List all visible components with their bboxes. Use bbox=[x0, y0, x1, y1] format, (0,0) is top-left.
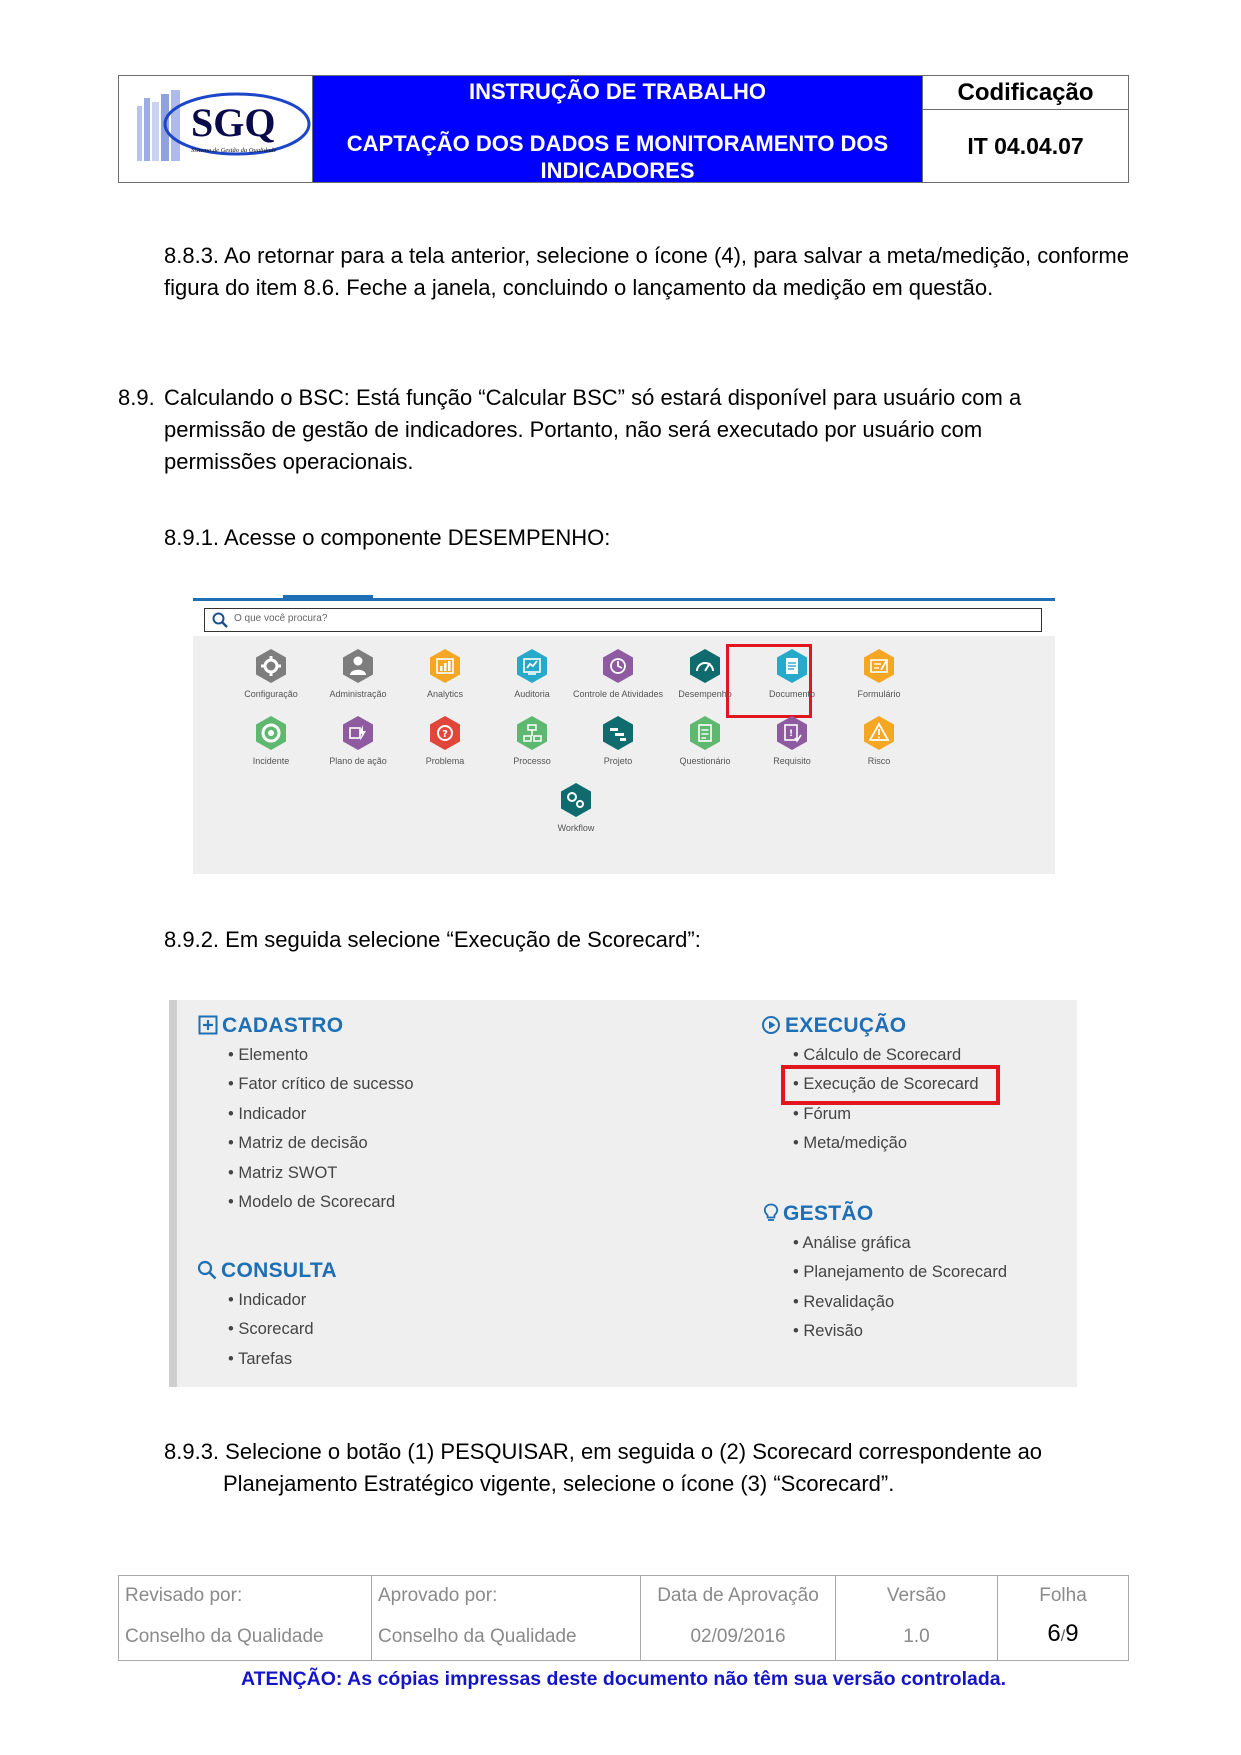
header-code-cell bbox=[922, 76, 1128, 182]
versao-cell bbox=[836, 1576, 998, 1660]
app-label: Risco bbox=[867, 756, 891, 766]
cadastro-menu-item[interactable] bbox=[228, 1193, 395, 1212]
paragraph-8-9: Calculando o BSC: Está função “Calcular BSC” só estará disponível para usuário com a permissão de gestão de indicadores. Portanto, não será executado por usuário com permissões operacionais. bbox=[164, 385, 1022, 474]
app-label: Projeto bbox=[603, 756, 633, 766]
aprovado-label: Aprovado por: bbox=[378, 1585, 498, 1606]
section-gestao[interactable] bbox=[763, 1202, 873, 1226]
gauge-icon bbox=[687, 648, 723, 684]
folha-cell bbox=[998, 1576, 1128, 1660]
app-label: Controle de Atividades bbox=[572, 689, 664, 699]
folha-label: Folha bbox=[1039, 1585, 1087, 1606]
problem-icon bbox=[427, 715, 463, 751]
cadastro-menu-item[interactable] bbox=[228, 1164, 337, 1183]
paragraph-8-9-3-line1: 8.9.3. Selecione o botão (1) PESQUISAR, em seguida o (2) Scorecard correspondente ao bbox=[164, 1439, 1043, 1464]
consulta-menu-item-label: Scorecard bbox=[238, 1320, 314, 1339]
app-label: Workflow bbox=[557, 823, 595, 833]
section-execucao-title: EXECUÇÃO bbox=[785, 1014, 907, 1037]
section-cadastro-title: CADASTRO bbox=[222, 1014, 344, 1037]
paragraph-8-9-number: 8.9. bbox=[118, 385, 155, 410]
warning-icon bbox=[861, 715, 897, 751]
app-auditoria[interactable] bbox=[485, 648, 579, 700]
app-processo[interactable] bbox=[485, 715, 579, 767]
app-incidente[interactable] bbox=[224, 715, 318, 767]
app-administracao[interactable] bbox=[311, 648, 405, 700]
app-analytics[interactable] bbox=[398, 648, 492, 700]
app-desempenho[interactable] bbox=[658, 648, 752, 700]
data-aprovacao-label: Data de Aprovação bbox=[657, 1585, 819, 1606]
lightbulb-icon bbox=[763, 1203, 779, 1223]
top-bar-line bbox=[193, 598, 1055, 601]
gestao-menu-item[interactable] bbox=[793, 1293, 894, 1312]
cadastro-menu-item-label: Fator crítico de sucesso bbox=[238, 1075, 414, 1094]
bullet: • bbox=[228, 1320, 239, 1339]
aprovado-cell bbox=[372, 1576, 641, 1660]
app-projeto[interactable] bbox=[571, 715, 665, 767]
folha-page: 6 bbox=[1047, 1620, 1061, 1647]
component-grid bbox=[193, 636, 1055, 874]
gestao-menu-item[interactable] bbox=[793, 1322, 863, 1341]
user-admin-icon bbox=[340, 648, 376, 684]
app-formulario[interactable] bbox=[832, 648, 926, 700]
revisado-value: Conselho da Qualidade bbox=[125, 1626, 324, 1647]
app-label: Auditoria bbox=[514, 689, 550, 699]
folha-value: 6/9 bbox=[1047, 1620, 1079, 1647]
header-subtitle: CAPTAÇÃO DOS DADOS E MONITORAMENTO DOS INDICADORES bbox=[346, 131, 889, 183]
app-label: Requisito bbox=[773, 756, 811, 766]
bullet: • bbox=[228, 1104, 239, 1123]
section-consulta-title: CONSULTA bbox=[221, 1259, 337, 1282]
paragraph-8-8-3: 8.8.3. Ao retornar para a tela anterior, selecione o ícone (4), para salvar a meta/medição, conforme figura do item 8.6. Feche a janela, concluindo o lançamento da medição em questão. bbox=[164, 243, 1129, 300]
section-gestao-title: GESTÃO bbox=[783, 1202, 874, 1225]
execucao-menu-item-label: Meta/medição bbox=[803, 1134, 908, 1153]
svg-text:!: ! bbox=[788, 729, 794, 739]
activity-icon bbox=[600, 648, 636, 684]
bullet: • bbox=[228, 1134, 239, 1153]
bullet: • bbox=[793, 1292, 804, 1311]
revisado-label: Revisado por: bbox=[125, 1585, 243, 1606]
execucao-menu-item[interactable] bbox=[793, 1105, 851, 1124]
versao-value: 1.0 bbox=[903, 1626, 930, 1647]
app-risco[interactable] bbox=[832, 715, 926, 767]
cadastro-menu-item-label: Modelo de Scorecard bbox=[238, 1193, 396, 1211]
app-label: Analytics bbox=[426, 689, 463, 699]
aprovado-value: Conselho da Qualidade bbox=[378, 1626, 577, 1647]
cadastro-menu-item-label: Matriz SWOT bbox=[238, 1163, 338, 1182]
search-icon bbox=[197, 1260, 217, 1280]
document-icon bbox=[774, 648, 810, 684]
plus-box-icon bbox=[198, 1015, 218, 1035]
audit-icon bbox=[514, 648, 550, 684]
app-label: Administração bbox=[329, 689, 387, 699]
section-cadastro[interactable] bbox=[198, 1014, 343, 1038]
app-controle-de-atividades[interactable] bbox=[571, 648, 665, 700]
cadastro-menu-item[interactable] bbox=[228, 1134, 368, 1153]
app-workflow[interactable] bbox=[529, 782, 623, 834]
bullet: • bbox=[228, 1291, 239, 1309]
app-problema[interactable] bbox=[398, 715, 492, 767]
app-label: Formulário bbox=[857, 689, 901, 699]
workflow-icon bbox=[558, 782, 594, 818]
revisado-cell bbox=[119, 1576, 372, 1660]
section-execucao[interactable] bbox=[761, 1014, 906, 1038]
consulta-menu-item-label: Tarefas bbox=[238, 1349, 293, 1368]
app-requisito[interactable] bbox=[745, 715, 839, 767]
execucao-scorecard-highlight-box bbox=[781, 1065, 1000, 1105]
components-screenshot bbox=[193, 598, 1055, 874]
left-scroll-bar bbox=[169, 1000, 177, 1387]
header-title: INSTRUÇÃO DE TRABALHO bbox=[469, 79, 766, 104]
execucao-menu-item-label: Fórum bbox=[803, 1104, 852, 1123]
header-title-band bbox=[313, 76, 922, 182]
app-label: Desempenho bbox=[678, 689, 732, 699]
app-label: Problema bbox=[425, 756, 465, 766]
project-icon bbox=[600, 715, 636, 751]
bullet: • bbox=[793, 1234, 803, 1252]
approval-table bbox=[118, 1575, 1129, 1661]
execucao-menu-item-label: Execução de Scorecard bbox=[803, 1075, 979, 1094]
cadastro-menu-item-label: Elemento bbox=[238, 1046, 309, 1064]
bullet: • bbox=[793, 1075, 804, 1094]
bullet: • bbox=[793, 1322, 804, 1341]
questionnaire-icon bbox=[687, 715, 723, 751]
logo-subtitle: Sistema de Gestão da Qualidade bbox=[191, 147, 277, 154]
bullet: • bbox=[228, 1193, 239, 1211]
bullet: • bbox=[793, 1263, 804, 1282]
paragraph-8-9-1: 8.9.1. Acesse o componente DESEMPENHO: bbox=[164, 525, 611, 550]
paragraph-8-9-3-line2: Planejamento Estratégico vigente, selecione o ícone (3) “Scorecard”. bbox=[223, 1471, 895, 1496]
paragraph-8-9-2: 8.9.2. Em seguida selecione “Execução de Scorecard”: bbox=[164, 927, 701, 952]
app-label: Plano de ação bbox=[329, 756, 387, 766]
consulta-menu-item-label: Indicador bbox=[238, 1291, 307, 1309]
action-plan-icon bbox=[340, 715, 376, 751]
consulta-menu-item[interactable] bbox=[228, 1320, 314, 1339]
bullet: • bbox=[228, 1349, 239, 1368]
sgq-logo-graphic bbox=[119, 76, 313, 181]
bullet: • bbox=[228, 1163, 239, 1182]
gear-icon bbox=[253, 648, 289, 684]
gestao-menu-item[interactable] bbox=[793, 1263, 1007, 1282]
app-configuracao[interactable] bbox=[224, 648, 318, 700]
form-icon bbox=[861, 648, 897, 684]
app-label: Processo bbox=[513, 756, 551, 766]
consulta-menu-item[interactable] bbox=[228, 1350, 292, 1369]
search-placeholder: O que você procura? bbox=[234, 613, 328, 624]
gestao-menu-item-label: Planejamento de Scorecard bbox=[803, 1263, 1007, 1282]
bullet: • bbox=[793, 1104, 804, 1123]
app-label: Configuração bbox=[244, 689, 298, 699]
requirement-icon bbox=[774, 715, 810, 751]
consulta-menu-item[interactable] bbox=[228, 1291, 306, 1310]
bullet: • bbox=[228, 1046, 239, 1064]
bullet: • bbox=[793, 1134, 804, 1153]
gestao-menu-item-label: Revalidação bbox=[803, 1292, 895, 1311]
cadastro-menu-item[interactable] bbox=[228, 1105, 306, 1124]
data-aprovacao-cell bbox=[641, 1576, 836, 1660]
sgq-logo bbox=[119, 76, 313, 182]
gestao-menu-item[interactable] bbox=[793, 1234, 911, 1253]
code-value: IT 04.04.07 bbox=[967, 133, 1084, 159]
lifebuoy-icon bbox=[253, 715, 289, 751]
cadastro-menu-item-label: Indicador bbox=[238, 1104, 307, 1123]
cadastro-menu-item[interactable] bbox=[228, 1075, 414, 1094]
app-questionario[interactable] bbox=[658, 715, 752, 767]
app-documento[interactable] bbox=[745, 648, 839, 700]
execucao-menu-item[interactable] bbox=[793, 1046, 961, 1065]
folha-total: 9 bbox=[1065, 1620, 1079, 1647]
bar-chart-icon bbox=[427, 648, 463, 684]
app-label: Incidente bbox=[252, 756, 290, 766]
cadastro-menu-item[interactable] bbox=[228, 1046, 308, 1065]
cadastro-menu-item-label: Matriz de decisão bbox=[238, 1134, 368, 1153]
execucao-menu-item-label: Cálculo de Scorecard bbox=[803, 1046, 962, 1064]
search-icon bbox=[212, 612, 228, 628]
controlled-copy-warning: ATENÇÃO: As cópias impressas deste documento não têm sua versão controlada. bbox=[240, 1668, 1007, 1690]
search-input[interactable] bbox=[204, 608, 1042, 632]
active-tab-marker bbox=[283, 595, 373, 598]
bullet: • bbox=[228, 1075, 239, 1094]
play-circle-icon bbox=[761, 1015, 781, 1035]
versao-label: Versão bbox=[886, 1585, 947, 1606]
gestao-menu-item-label: Análise gráfica bbox=[802, 1234, 911, 1252]
section-consulta[interactable] bbox=[197, 1259, 337, 1283]
bullet: • bbox=[793, 1046, 804, 1064]
performance-menu-screenshot bbox=[169, 1000, 1077, 1387]
document-header bbox=[118, 75, 1129, 183]
logo-text: SGQ bbox=[191, 100, 276, 145]
app-label: Documento bbox=[768, 689, 816, 699]
app-label: Questionário bbox=[679, 756, 731, 766]
svg-text:?: ? bbox=[442, 729, 448, 740]
execucao-menu-item[interactable] bbox=[793, 1134, 907, 1153]
gestao-menu-item-label: Revisão bbox=[803, 1322, 863, 1341]
app-plano-de-acao[interactable] bbox=[311, 715, 405, 767]
code-label: Codificação bbox=[923, 76, 1128, 110]
data-aprovacao-value: 02/09/2016 bbox=[690, 1626, 786, 1647]
process-icon bbox=[514, 715, 550, 751]
